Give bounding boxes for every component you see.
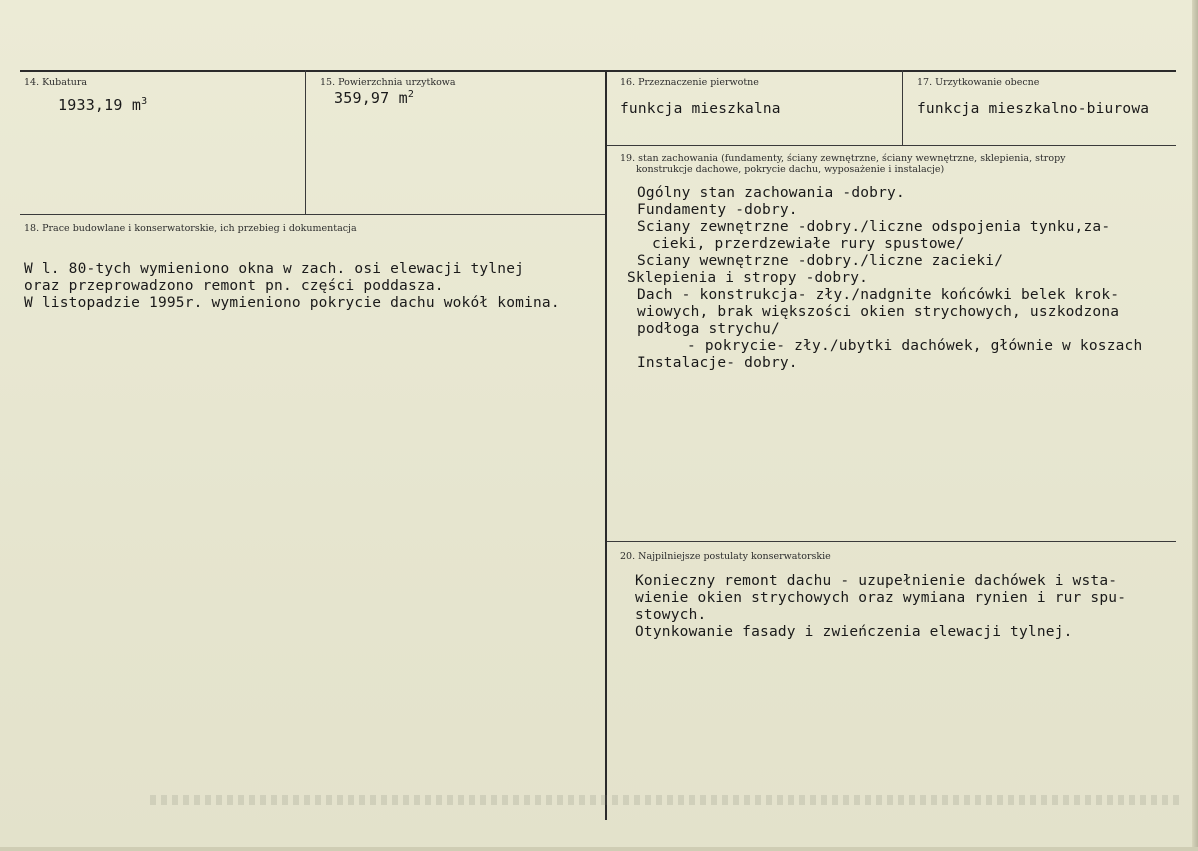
field-18-line-3: W listopadzie 1995r. wymieniono pokrycie dachu wokół komina. — [24, 295, 560, 311]
field-20-line-2: wienie okien strychowych oraz wymiana rynien i rur spu- — [635, 590, 1127, 606]
faint-bleed-through — [150, 795, 1180, 805]
field-19-label-line-1: 19. stan zachowania (fundamenty, ściany zewnętrzne, ściany wewnętrzne, sklepienia, stropy — [620, 153, 1066, 164]
field-20-line-3: stowych. — [635, 607, 707, 623]
field-16-label: 16. Przeznaczenie pierwotne — [620, 77, 759, 88]
field-14-value — [58, 97, 147, 114]
field-19-line-3: Sciany zewnętrzne -dobry./liczne odspojenia tynku,za- — [637, 219, 1111, 235]
field-19-line-5: Sciany wewnętrzne -dobry./liczne zacieki/ — [637, 253, 1004, 269]
field-19-line-10: - pokrycie- zły./ubytki dachówek, głównie w koszach — [687, 338, 1143, 354]
field-19-line-8: wiowych, brak większości okien strychowych, uszkodzona — [637, 304, 1120, 320]
field-19-line-1: Ogólny stan zachowania -dobry. — [637, 185, 905, 201]
field-19-line-7: Dach - konstrukcja- zły./nadgnite końcówki belek krok- — [637, 287, 1120, 303]
field-20-label: 20. Najpilniejsze postulaty konserwatorskie — [620, 551, 831, 562]
field-19-line-9: podłoga strychu/ — [637, 321, 780, 337]
field-18-line-2: oraz przeprowadzono remont pn. części poddasza. — [24, 278, 444, 294]
card-edge-right — [1192, 0, 1198, 851]
field-20-line-4: Otynkowanie fasady i zwieńczenia elewacji tylnej. — [635, 624, 1073, 640]
rule-above-field-19 — [606, 145, 1176, 146]
rule-above-field-18 — [20, 214, 606, 215]
field-17-value: funkcja mieszkalno-biurowa — [917, 101, 1150, 117]
field-15-number: 359,97 m — [334, 89, 408, 107]
field-19-line-4: cieki, przerdzewiałe rury spustowe/ — [652, 236, 965, 252]
card-edge-bottom — [0, 847, 1198, 851]
divider-16-17 — [902, 70, 903, 145]
field-17-label: 17. Urzytkowanie obecne — [917, 77, 1040, 88]
field-19-line-11: Instalacje- dobry. — [637, 355, 798, 371]
top-rule — [20, 70, 1176, 72]
field-16-value: funkcja mieszkalna — [620, 101, 781, 117]
field-19-line-6: Sklepienia i stropy -dobry. — [627, 270, 869, 286]
field-18-line-1: W l. 80-tych wymieniono okna w zach. osi elewacji tylnej — [24, 261, 525, 277]
field-15-value — [334, 90, 414, 107]
center-divider — [605, 70, 607, 820]
field-14-number: 1933,19 m — [58, 96, 142, 114]
divider-14-15 — [305, 70, 306, 214]
field-14-label: 14. Kubatura — [24, 77, 88, 88]
field-18-label: 18. Prace budowlane i konserwatorskie, ich przebieg i dokumentacja — [24, 223, 357, 234]
field-15-unit-sup: 2 — [407, 89, 415, 100]
field-15-label: 15. Powierzchnia urzytkowa — [320, 77, 456, 88]
rule-above-field-20 — [606, 541, 1176, 542]
field-20-line-1: Konieczny remont dachu - uzupełnienie dachówek i wsta- — [635, 573, 1118, 589]
field-14-unit-sup: 3 — [141, 96, 148, 107]
field-19-label-line-2: konstrukcje dachowe, pokrycie dachu, wyposażenie i instalacje) — [636, 164, 945, 175]
field-19-line-2: Fundamenty -dobry. — [637, 202, 798, 218]
